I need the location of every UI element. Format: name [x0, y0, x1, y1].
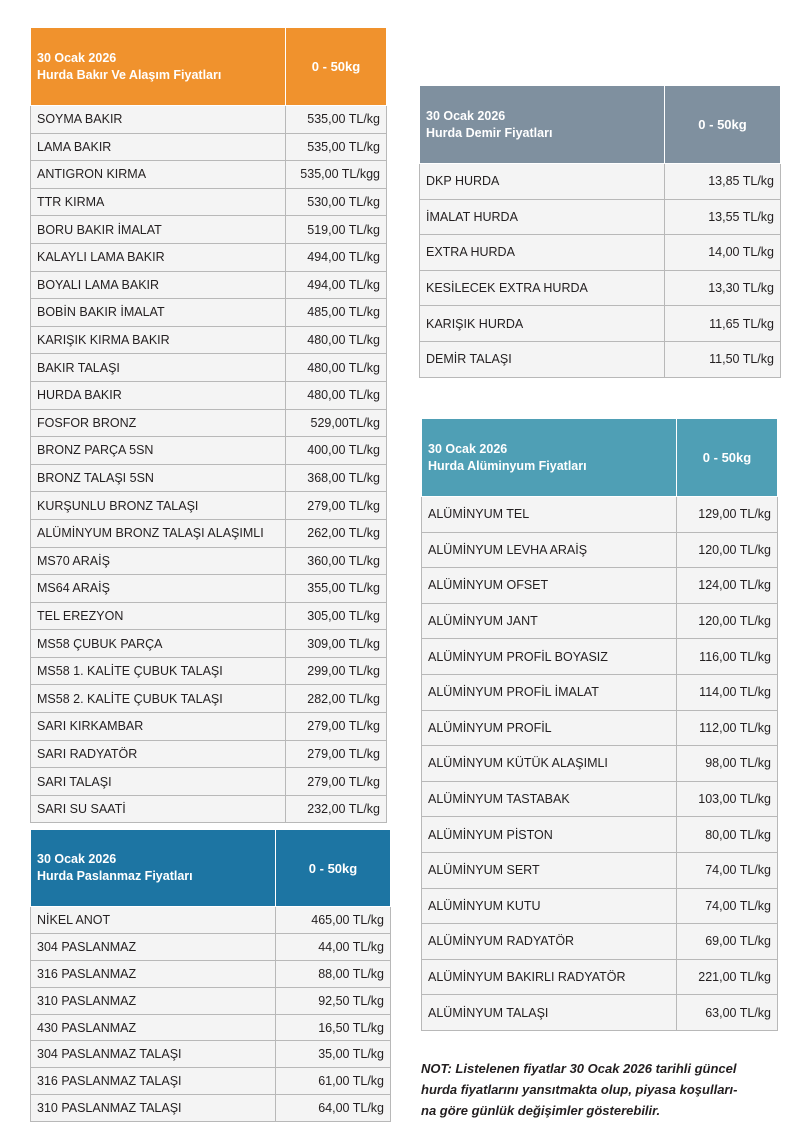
- table-header-row: [31, 830, 391, 907]
- table-header-row: [31, 28, 387, 106]
- table-row: [31, 133, 387, 161]
- material-price: 494,00 TL/kg: [286, 243, 387, 271]
- table-row: [31, 188, 387, 216]
- material-name: SARI TALAŞI: [31, 768, 286, 796]
- material-name: SARI SU SAATİ: [31, 795, 286, 823]
- table-row: [422, 817, 778, 853]
- material-price: 103,00 TL/kg: [677, 781, 778, 817]
- weight-range-header: 0 - 50kg: [286, 28, 387, 106]
- material-price: 112,00 TL/kg: [677, 710, 778, 746]
- table-row: [31, 907, 391, 934]
- material-name: ALÜMİNYUM BAKIRLI RADYATÖR: [422, 959, 677, 995]
- material-price: 494,00 TL/kg: [286, 271, 387, 299]
- material-price: 120,00 TL/kg: [677, 603, 778, 639]
- table-row: [31, 630, 387, 658]
- material-name: 310 PASLANMAZ TALAŞI: [31, 1095, 276, 1122]
- material-price: 13,85 TL/kg: [665, 164, 781, 200]
- material-price: 299,00 TL/kg: [286, 657, 387, 685]
- material-name: MS58 1. KALİTE ÇUBUK TALAŞI: [31, 657, 286, 685]
- material-name: SOYMA BAKIR: [31, 106, 286, 134]
- table-row: [31, 547, 387, 575]
- material-price: 530,00 TL/kg: [286, 188, 387, 216]
- material-name: MS70 ARAİŞ: [31, 547, 286, 575]
- weight-range-header: 0 - 50kg: [665, 86, 781, 164]
- material-name: HURDA BAKIR: [31, 381, 286, 409]
- material-name: DKP HURDA: [420, 164, 665, 200]
- material-name: ALÜMİNYUM PROFİL İMALAT: [422, 674, 677, 710]
- table-row: [422, 674, 778, 710]
- material-price: 279,00 TL/kg: [286, 492, 387, 520]
- table-row: [422, 568, 778, 604]
- note-line: NOT: Listelenen fiyatlar 30 Ocak 2026 tarihli güncel: [421, 1061, 737, 1076]
- table-row: [420, 235, 781, 271]
- material-price: 92,50 TL/kg: [276, 987, 391, 1014]
- material-name: ANTIGRON KIRMA: [31, 161, 286, 189]
- material-name: MS58 ÇUBUK PARÇA: [31, 630, 286, 658]
- material-name: EXTRA HURDA: [420, 235, 665, 271]
- material-name: KESİLECEK EXTRA HURDA: [420, 270, 665, 306]
- material-name: MS58 2. KALİTE ÇUBUK TALAŞI: [31, 685, 286, 713]
- note-line: na göre günlük değişimler gösterebilir.: [421, 1103, 661, 1118]
- table-row: [31, 933, 391, 960]
- material-price: 129,00 TL/kg: [677, 497, 778, 533]
- table-row: [422, 532, 778, 568]
- table-row: [31, 161, 387, 189]
- material-name: 316 PASLANMAZ TALAŞI: [31, 1068, 276, 1095]
- material-price: 279,00 TL/kg: [286, 740, 387, 768]
- material-name: ALÜMİNYUM LEVHA ARAİŞ: [422, 532, 677, 568]
- material-name: LAMA BAKIR: [31, 133, 286, 161]
- table-row: [31, 960, 391, 987]
- material-price: 61,00 TL/kg: [276, 1068, 391, 1095]
- material-price: 13,55 TL/kg: [665, 199, 781, 235]
- material-name: ALÜMİNYUM RADYATÖR: [422, 924, 677, 960]
- material-name: KURŞUNLU BRONZ TALAŞI: [31, 492, 286, 520]
- material-name: DEMİR TALAŞI: [420, 341, 665, 377]
- material-name: BRONZ TALAŞI 5SN: [31, 464, 286, 492]
- material-price: 88,00 TL/kg: [276, 960, 391, 987]
- material-price: 232,00 TL/kg: [286, 795, 387, 823]
- table-row: [31, 437, 387, 465]
- aluminium-price-table: [421, 418, 778, 1031]
- table-row: [31, 381, 387, 409]
- material-price: 485,00 TL/kg: [286, 299, 387, 327]
- material-price: 98,00 TL/kg: [677, 746, 778, 782]
- material-price: 64,00 TL/kg: [276, 1095, 391, 1122]
- material-price: 480,00 TL/kg: [286, 354, 387, 382]
- table-row: [422, 497, 778, 533]
- material-name: ALÜMİNYUM PROFİL: [422, 710, 677, 746]
- material-name: 304 PASLANMAZ: [31, 933, 276, 960]
- material-price: 221,00 TL/kg: [677, 959, 778, 995]
- table-row: [31, 1095, 391, 1122]
- material-name: ALÜMİNYUM TEL: [422, 497, 677, 533]
- table-row: [420, 341, 781, 377]
- table-row: [31, 326, 387, 354]
- table-header-title: [31, 830, 276, 907]
- iron-price-table: [419, 85, 781, 378]
- material-price: 282,00 TL/kg: [286, 685, 387, 713]
- table-row: [31, 657, 387, 685]
- table-row: [422, 639, 778, 675]
- table-row: [31, 519, 387, 547]
- table-row: [422, 781, 778, 817]
- material-price: 74,00 TL/kg: [677, 888, 778, 924]
- material-name: BRONZ PARÇA 5SN: [31, 437, 286, 465]
- material-price: 480,00 TL/kg: [286, 326, 387, 354]
- material-name: 310 PASLANMAZ: [31, 987, 276, 1014]
- table-row: [422, 852, 778, 888]
- table-row: [31, 1068, 391, 1095]
- table-row: [420, 306, 781, 342]
- material-name: BOBİN BAKIR İMALAT: [31, 299, 286, 327]
- table-date: 30 Ocak 2026: [37, 50, 117, 65]
- table-date: 30 Ocak 2026: [37, 852, 117, 866]
- material-price: 116,00 TL/kg: [677, 639, 778, 675]
- material-price: 368,00 TL/kg: [286, 464, 387, 492]
- table-date: 30 Ocak 2026: [426, 108, 506, 123]
- material-price: 480,00 TL/kg: [286, 381, 387, 409]
- material-price: 529,00TL/kg: [286, 409, 387, 437]
- material-price: 309,00 TL/kg: [286, 630, 387, 658]
- material-name: İMALAT HURDA: [420, 199, 665, 235]
- table-row: [31, 685, 387, 713]
- material-price: 63,00 TL/kg: [677, 995, 778, 1031]
- material-name: KALAYLI LAMA BAKIR: [31, 243, 286, 271]
- material-price: 535,00 TL/kg: [286, 106, 387, 134]
- material-name: SARI KIRKAMBAR: [31, 713, 286, 741]
- stainless-price-table: [30, 829, 391, 1122]
- material-name: SARI RADYATÖR: [31, 740, 286, 768]
- material-price: 74,00 TL/kg: [677, 852, 778, 888]
- table-row: [31, 216, 387, 244]
- table-header-row: [422, 419, 778, 497]
- table-row: [31, 492, 387, 520]
- price-note: [421, 1058, 776, 1121]
- table-row: [31, 464, 387, 492]
- material-price: 35,00 TL/kg: [276, 1041, 391, 1068]
- table-row: [31, 1014, 391, 1041]
- material-price: 279,00 TL/kg: [286, 768, 387, 796]
- material-price: 11,50 TL/kg: [665, 341, 781, 377]
- table-row: [422, 746, 778, 782]
- table-row: [420, 270, 781, 306]
- material-name: ALÜMİNYUM JANT: [422, 603, 677, 639]
- material-price: 262,00 TL/kg: [286, 519, 387, 547]
- material-price: 44,00 TL/kg: [276, 933, 391, 960]
- table-row: [31, 1041, 391, 1068]
- material-name: BOYALI LAMA BAKIR: [31, 271, 286, 299]
- table-row: [31, 243, 387, 271]
- table-row: [31, 354, 387, 382]
- material-name: ALÜMİNYUM TALAŞI: [422, 995, 677, 1031]
- material-name: ALÜMİNYUM OFSET: [422, 568, 677, 604]
- table-row: [31, 713, 387, 741]
- material-price: 14,00 TL/kg: [665, 235, 781, 271]
- table-row: [31, 987, 391, 1014]
- material-price: 519,00 TL/kg: [286, 216, 387, 244]
- material-name: NİKEL ANOT: [31, 907, 276, 934]
- material-price: 360,00 TL/kg: [286, 547, 387, 575]
- table-title: Hurda Demir Fiyatları: [426, 125, 553, 140]
- material-price: 69,00 TL/kg: [677, 924, 778, 960]
- table-row: [422, 995, 778, 1031]
- material-price: 465,00 TL/kg: [276, 907, 391, 934]
- material-name: ALÜMİNYUM TASTABAK: [422, 781, 677, 817]
- material-name: KARIŞIK HURDA: [420, 306, 665, 342]
- table-title: Hurda Paslanmaz Fiyatları: [37, 869, 193, 883]
- table-title: Hurda Bakır Ve Alaşım Fiyatları: [37, 67, 222, 82]
- material-name: ALÜMİNYUM BRONZ TALAŞI ALAŞIMLI: [31, 519, 286, 547]
- weight-range-header: 0 - 50kg: [677, 419, 778, 497]
- table-row: [420, 164, 781, 200]
- table-row: [31, 768, 387, 796]
- table-row: [422, 603, 778, 639]
- material-price: 355,00 TL/kg: [286, 575, 387, 603]
- material-price: 305,00 TL/kg: [286, 602, 387, 630]
- table-row: [31, 106, 387, 134]
- table-row: [420, 199, 781, 235]
- material-name: 316 PASLANMAZ: [31, 960, 276, 987]
- table-header-title: [31, 28, 286, 106]
- material-name: 304 PASLANMAZ TALAŞI: [31, 1041, 276, 1068]
- material-name: ALÜMİNYUM PROFİL BOYASIZ: [422, 639, 677, 675]
- material-name: BAKIR TALAŞI: [31, 354, 286, 382]
- table-row: [31, 740, 387, 768]
- material-name: MS64 ARAİŞ: [31, 575, 286, 603]
- material-name: TTR KIRMA: [31, 188, 286, 216]
- note-line: hurda fiyatlarını yansıtmakta olup, piyasa koşulları-: [421, 1082, 738, 1097]
- material-price: 535,00 TL/kgg: [286, 161, 387, 189]
- table-row: [422, 924, 778, 960]
- weight-range-header: 0 - 50kg: [276, 830, 391, 907]
- material-price: 400,00 TL/kg: [286, 437, 387, 465]
- material-price: 13,30 TL/kg: [665, 270, 781, 306]
- material-price: 120,00 TL/kg: [677, 532, 778, 568]
- material-price: 80,00 TL/kg: [677, 817, 778, 853]
- material-price: 124,00 TL/kg: [677, 568, 778, 604]
- table-row: [31, 271, 387, 299]
- material-name: ALÜMİNYUM KUTU: [422, 888, 677, 924]
- material-name: 430 PASLANMAZ: [31, 1014, 276, 1041]
- table-date: 30 Ocak 2026: [428, 441, 508, 456]
- copper-price-table: [30, 27, 387, 823]
- material-name: ALÜMİNYUM KÜTÜK ALAŞIMLI: [422, 746, 677, 782]
- material-name: KARIŞIK KIRMA BAKIR: [31, 326, 286, 354]
- material-price: 11,65 TL/kg: [665, 306, 781, 342]
- material-name: ALÜMİNYUM PİSTON: [422, 817, 677, 853]
- table-row: [31, 795, 387, 823]
- material-price: 114,00 TL/kg: [677, 674, 778, 710]
- table-row: [422, 888, 778, 924]
- table-row: [31, 409, 387, 437]
- table-row: [422, 959, 778, 995]
- table-row: [31, 299, 387, 327]
- table-title: Hurda Alüminyum Fiyatları: [428, 458, 587, 473]
- material-price: 16,50 TL/kg: [276, 1014, 391, 1041]
- material-name: TEL EREZYON: [31, 602, 286, 630]
- material-name: FOSFOR BRONZ: [31, 409, 286, 437]
- table-row: [31, 602, 387, 630]
- table-header-title: [422, 419, 677, 497]
- table-header-title: [420, 86, 665, 164]
- material-price: 535,00 TL/kg: [286, 133, 387, 161]
- material-name: ALÜMİNYUM SERT: [422, 852, 677, 888]
- table-row: [31, 575, 387, 603]
- material-name: BORU BAKIR İMALAT: [31, 216, 286, 244]
- material-price: 279,00 TL/kg: [286, 713, 387, 741]
- table-header-row: [420, 86, 781, 164]
- table-row: [422, 710, 778, 746]
